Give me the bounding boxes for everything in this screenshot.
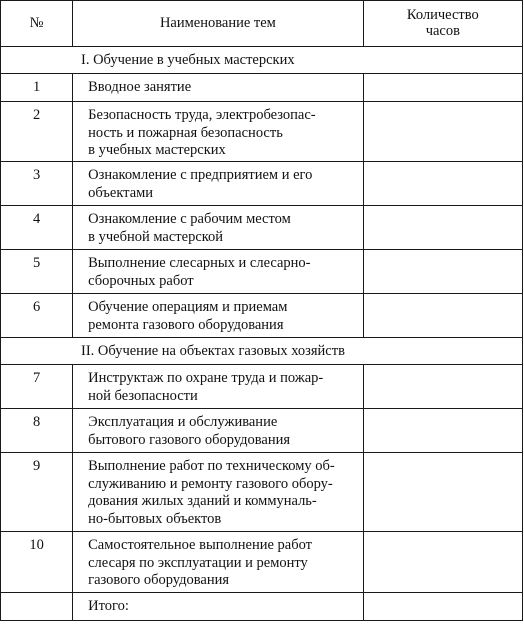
- topic-hours: [363, 250, 522, 294]
- topic-name-line: ремонта газового оборудования: [88, 316, 284, 333]
- topic-name-line: Самостоятельное выполнение работ: [88, 537, 312, 553]
- topic-number: 9: [1, 453, 73, 532]
- topic-name-line: Выполнение слесарных и слесарно-: [88, 255, 311, 271]
- total-row: [1, 593, 523, 621]
- topic-hours: [363, 102, 522, 162]
- table-row: [1, 409, 523, 453]
- topic-hours: [363, 294, 522, 338]
- topic-number: 8: [1, 409, 73, 453]
- topic-name-line: но-бытовых объектов: [88, 510, 222, 527]
- topic-number: 10: [1, 532, 73, 593]
- table-row: [1, 294, 523, 338]
- topic-name-line: газового оборудования: [88, 572, 230, 588]
- table-row: [1, 532, 523, 593]
- name-column-header: Наименование тем: [73, 1, 364, 47]
- section-title: I. Обучение в учебных мастерских: [1, 47, 523, 74]
- topic-hours: [363, 162, 522, 206]
- header-row: [1, 1, 523, 47]
- table-row: [1, 102, 523, 162]
- table-row: [1, 74, 523, 102]
- topic-number: 2: [1, 102, 73, 162]
- table-body: [1, 47, 523, 621]
- hours-column-header: [363, 1, 522, 47]
- topic-name-line: объектами: [88, 184, 154, 201]
- table-row: [1, 162, 523, 206]
- topic-hours: [363, 453, 522, 532]
- topic-name: [73, 409, 364, 453]
- topic-number: 6: [1, 294, 73, 338]
- topic-name-line: Инструктаж по охране труда и пожар-: [88, 370, 324, 386]
- topic-hours: [363, 206, 522, 250]
- topic-name-line: Ознакомление с предприятием и его: [88, 167, 313, 183]
- topic-name-line: в учебной мастерской: [88, 228, 224, 245]
- topic-name-line: Выполнение работ по техническому об-: [88, 458, 335, 474]
- topic-name: [73, 162, 364, 206]
- section-title: II. Обучение на объектах газовых хозяйств: [1, 338, 523, 365]
- topic-name: [73, 250, 364, 294]
- total-label: Итого:: [73, 593, 364, 621]
- topic-number: 1: [1, 74, 73, 102]
- topic-name-line: Вводное занятие: [88, 79, 192, 95]
- number-column-header: №: [1, 1, 73, 47]
- topic-number: 4: [1, 206, 73, 250]
- topic-name-line: слесаря по эксплуатации и ремонту: [88, 554, 308, 571]
- topic-name-line: Ознакомление с рабочим местом: [88, 211, 291, 227]
- topic-name: [73, 453, 364, 532]
- table-row: [1, 250, 523, 294]
- topic-name-line: Безопасность труда, электробезопас-: [88, 107, 316, 123]
- topic-name-line: сборочных работ: [88, 272, 194, 289]
- total-hours: [363, 593, 522, 621]
- topic-name-line: бытового газового оборудования: [88, 431, 291, 448]
- topic-number: 5: [1, 250, 73, 294]
- topic-hours: [363, 365, 522, 409]
- topic-name: [73, 532, 364, 593]
- table-row: [1, 453, 523, 532]
- topic-name: [73, 294, 364, 338]
- topic-hours: [363, 532, 522, 593]
- table-row: [1, 206, 523, 250]
- topic-name: [73, 74, 364, 102]
- topic-name-line: Эксплуатация и обслуживание: [88, 414, 278, 430]
- topic-name: [73, 102, 364, 162]
- section-row: [1, 47, 523, 74]
- topic-hours: [363, 409, 522, 453]
- topic-name-line: дования жилых зданий и коммуналь-: [88, 493, 317, 509]
- topic-number: 7: [1, 365, 73, 409]
- topic-name-line: ной безопасности: [88, 387, 198, 404]
- topic-number: 3: [1, 162, 73, 206]
- topic-name-line: в учебных мастерских: [88, 142, 226, 158]
- topic-name-line: ность и пожарная безопасность: [88, 124, 283, 141]
- topic-name-line: Обучение операциям и приемам: [88, 299, 288, 315]
- topic-name: [73, 365, 364, 409]
- hours-header-line2: часов: [425, 23, 460, 39]
- hours-header-line1: Количество: [406, 7, 479, 23]
- section-row: [1, 338, 523, 365]
- topic-hours: [363, 74, 522, 102]
- topic-name: [73, 206, 364, 250]
- total-number-cell: [1, 593, 73, 621]
- table-row: [1, 365, 523, 409]
- topic-name-line: служиванию и ремонту газового обору-: [88, 475, 333, 492]
